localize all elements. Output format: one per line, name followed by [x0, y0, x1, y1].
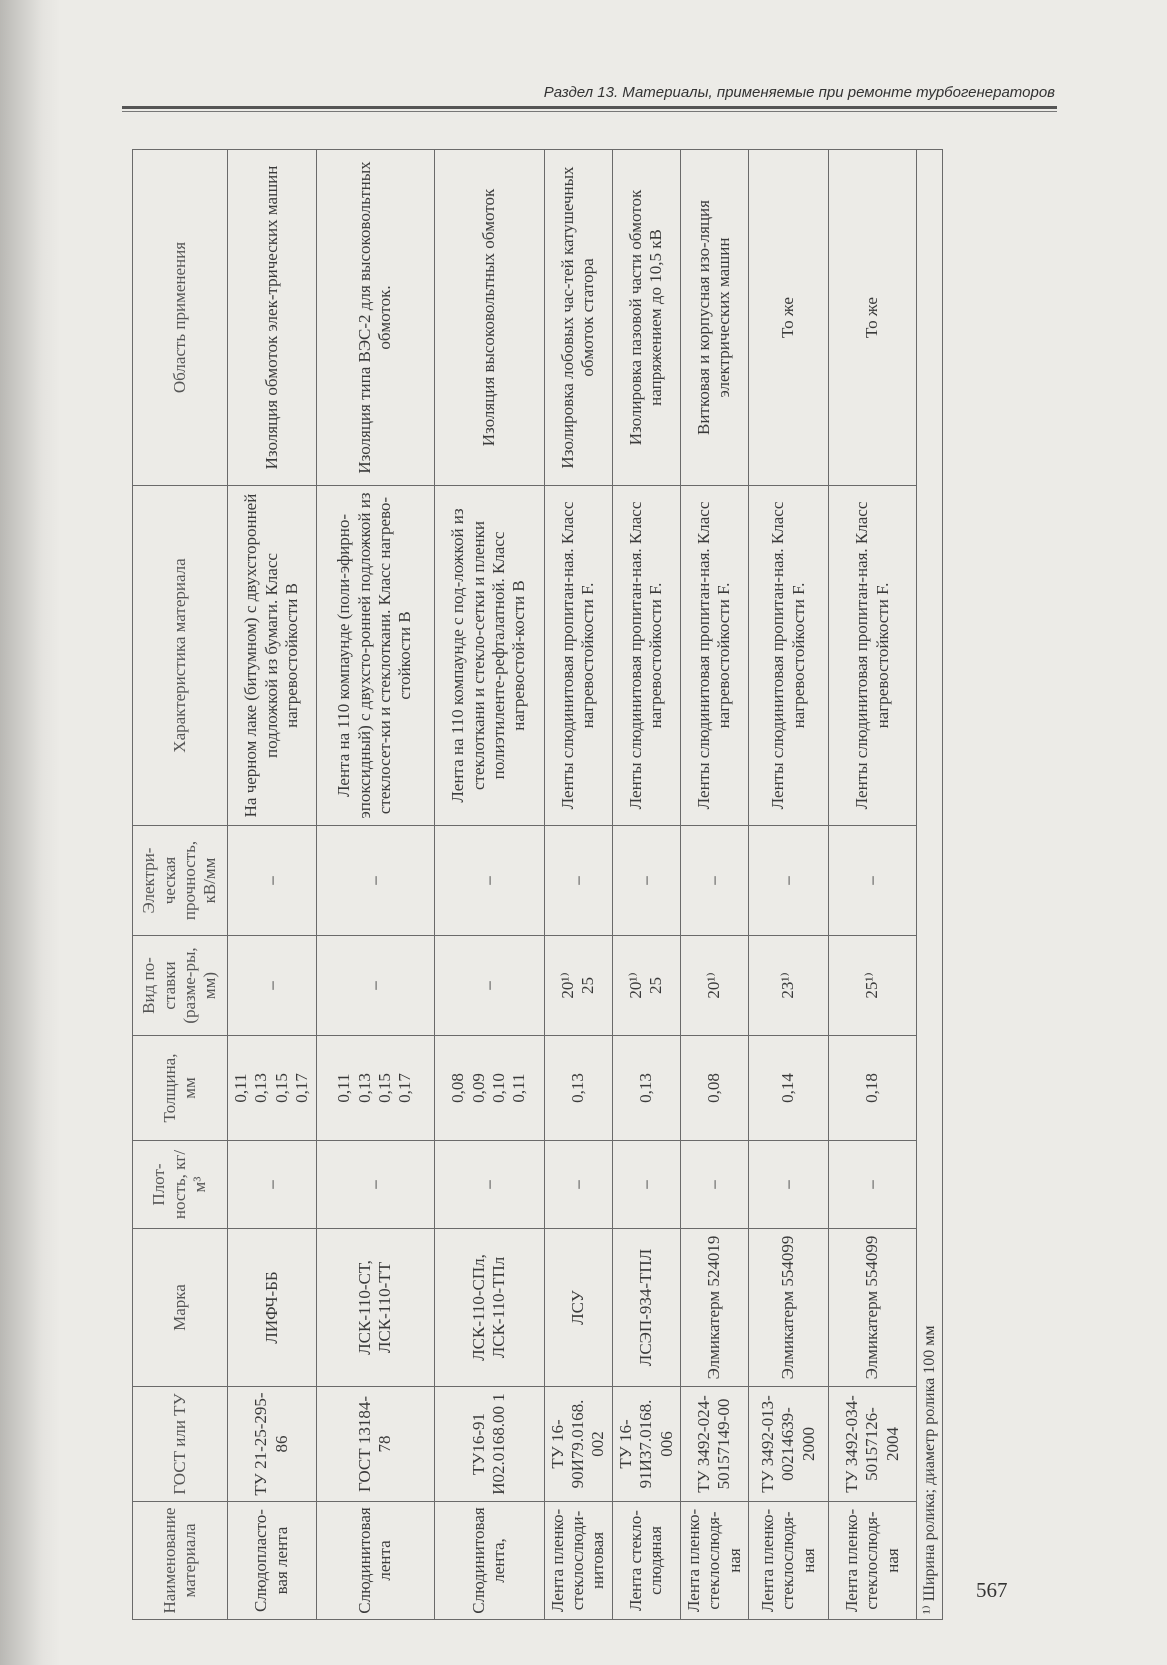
header-name: Наименование материала: [133, 1502, 228, 1620]
cell-density: –: [749, 1141, 829, 1229]
table-row: [316, 150, 434, 1620]
header-rule-thin: [122, 111, 1057, 112]
cell-density: –: [228, 1141, 317, 1229]
cell-application: То же: [829, 150, 917, 486]
cell-thickness: 0,11 0,13 0,15 0,17: [228, 1036, 317, 1141]
table-footnote-row: [917, 150, 943, 1620]
cell-characteristic: Ленты слюдинитовая пропитан-ная. Класс нагревостойкости F.: [612, 486, 680, 826]
materials-table: [132, 149, 943, 1620]
rotated-table-container: [132, 150, 939, 1620]
cell-supply: –: [434, 936, 544, 1036]
cell-application: То же: [749, 150, 829, 486]
header-thickness: Толщина, мм: [133, 1036, 228, 1141]
header-rule: [122, 106, 1057, 109]
cell-characteristic: Лента на 110 компаунде (поли-эфирно-эпоксидный) с двухсто-ронней подложкой из стеклосет-ки и стеклоткани. Класс нагрево-стойкости В: [316, 486, 434, 826]
running-head: Раздел 13. Материалы, применяемые при ремонте турбогенераторов: [543, 84, 1055, 101]
header-standard: ГОСТ или ТУ: [133, 1387, 228, 1502]
cell-characteristic: Ленты слюдинитовая пропитан-ная. Класс нагревостойкости F.: [829, 486, 917, 826]
cell-strength: –: [544, 826, 612, 936]
cell-standard: ТУ16-91 И02.0168.00 1: [434, 1387, 544, 1502]
cell-brand: Элмикатерм 524019: [680, 1229, 748, 1387]
cell-density: –: [680, 1141, 748, 1229]
cell-standard: ТУ 3492-013-00214639-2000: [749, 1387, 829, 1502]
cell-standard: ТУ 21-25-295-86: [228, 1387, 317, 1502]
header-density: Плот-ность, кг/м³: [133, 1141, 228, 1229]
cell-density: –: [434, 1141, 544, 1229]
cell-strength: –: [228, 826, 317, 936]
table-row: [612, 150, 680, 1620]
table-header-row: [133, 150, 228, 1620]
table-row: [829, 150, 917, 1620]
table-footnote: ¹⁾ Ширина ролика; диаметр ролика 100 мм: [917, 150, 943, 1620]
cell-application: Изоляция обмоток элек-трических машин: [228, 150, 317, 486]
cell-characteristic: Ленты слюдинитовая пропитан-ная. Класс нагревостойкости F.: [749, 486, 829, 826]
header-brand: Марка: [133, 1229, 228, 1387]
cell-density: –: [612, 1141, 680, 1229]
cell-name: Слюдинитовая лента: [316, 1502, 434, 1620]
cell-application: Изолировка лобовых час-тей катушечных обмоток статора: [544, 150, 612, 486]
table-row: [544, 150, 612, 1620]
cell-standard: ГОСТ 13184-78: [316, 1387, 434, 1502]
cell-supply: –: [228, 936, 317, 1036]
cell-thickness: 0,13: [544, 1036, 612, 1141]
cell-brand: Элмикатерм 554099: [829, 1229, 917, 1387]
cell-thickness: 0,14: [749, 1036, 829, 1141]
cell-supply: 20¹⁾ 25: [612, 936, 680, 1036]
cell-strength: –: [612, 826, 680, 936]
cell-standard: ТУ 3492-024-50157149-00: [680, 1387, 748, 1502]
cell-brand: Элмикатерм 554099: [749, 1229, 829, 1387]
cell-brand: ЛСЭП-934-ТПЛ: [612, 1229, 680, 1387]
cell-brand: ЛСК-110-СПл, ЛСК-110-ТПл: [434, 1229, 544, 1387]
page-gutter-shadow: [0, 0, 60, 1665]
cell-characteristic: Лента на 110 компаунде с под-ложкой из стеклоткани и стекло-сетки и пленки полиэтиленте-рефталатной. Класс нагревостой-кости В: [434, 486, 544, 826]
header-supply: Вид по-ставки (разме-ры, мм): [133, 936, 228, 1036]
cell-name: Слюдопласто-вая лента: [228, 1502, 317, 1620]
cell-name: Лента пленко-стеклослюдя-ная: [680, 1502, 748, 1620]
cell-standard: ТУ 3492-034-50157126-2004: [829, 1387, 917, 1502]
cell-application: Изолировка пазовой части обмоток напряжением до 10,5 кВ: [612, 150, 680, 486]
cell-density: –: [316, 1141, 434, 1229]
cell-brand: ЛИФЧ-ББ: [228, 1229, 317, 1387]
header-characteristic: Характеристика материала: [133, 486, 228, 826]
cell-strength: –: [749, 826, 829, 936]
cell-name: Лента стекло-слюдяная: [612, 1502, 680, 1620]
cell-standard: ТУ 16-90И79.0168. 002: [544, 1387, 612, 1502]
cell-name: Лента пленко-стеклослюдя-ная: [749, 1502, 829, 1620]
cell-characteristic: Ленты слюдинитовая пропитан-ная. Класс нагревостойкости F.: [544, 486, 612, 826]
cell-name: Слюдинитовая лента,: [434, 1502, 544, 1620]
cell-density: –: [544, 1141, 612, 1229]
cell-supply: 25¹⁾: [829, 936, 917, 1036]
cell-density: –: [829, 1141, 917, 1229]
cell-thickness: 0,13: [612, 1036, 680, 1141]
cell-strength: –: [680, 826, 748, 936]
cell-strength: –: [434, 826, 544, 936]
table-row: [680, 150, 748, 1620]
cell-application: Витковая и корпусная изо-ляция электрических машин: [680, 150, 748, 486]
page-number: 567: [976, 1578, 1008, 1602]
cell-supply: –: [316, 936, 434, 1036]
cell-supply: 20¹⁾ 25: [544, 936, 612, 1036]
cell-brand: ЛСК-110-СТ, ЛСК-110-ТТ: [316, 1229, 434, 1387]
table-row: [228, 150, 317, 1620]
cell-supply: 20¹⁾: [680, 936, 748, 1036]
header-application: Область применения: [133, 150, 228, 486]
cell-strength: –: [316, 826, 434, 936]
cell-application: Изоляция высоковольтных обмоток: [434, 150, 544, 486]
cell-supply: 23¹⁾: [749, 936, 829, 1036]
cell-characteristic: На черном лаке (битумном) с двухсторонней подложкой из бумаги. Класс нагревостойкости В: [228, 486, 317, 826]
cell-name: Лента пленко-стеклослюдя-ная: [829, 1502, 917, 1620]
table-row: [434, 150, 544, 1620]
cell-application: Изоляция типа ВЭС-2 для высоковольтных обмоток.: [316, 150, 434, 486]
cell-characteristic: Ленты слюдинитовая пропитан-ная. Класс нагревостойкости F.: [680, 486, 748, 826]
cell-standard: ТУ 16-91И37.0168. 006: [612, 1387, 680, 1502]
header-strength: Электри-ческая прочность, кВ/мм: [133, 826, 228, 936]
cell-name: Лента пленко-стеклослюди-нитовая: [544, 1502, 612, 1620]
cell-thickness: 0,18: [829, 1036, 917, 1141]
cell-strength: –: [829, 826, 917, 936]
cell-thickness: 0,08 0,09 0,10 0,11: [434, 1036, 544, 1141]
table-row: [749, 150, 829, 1620]
cell-thickness: 0,08: [680, 1036, 748, 1141]
cell-brand: ЛСУ: [544, 1229, 612, 1387]
cell-thickness: 0,11 0,13 0,15 0,17: [316, 1036, 434, 1141]
